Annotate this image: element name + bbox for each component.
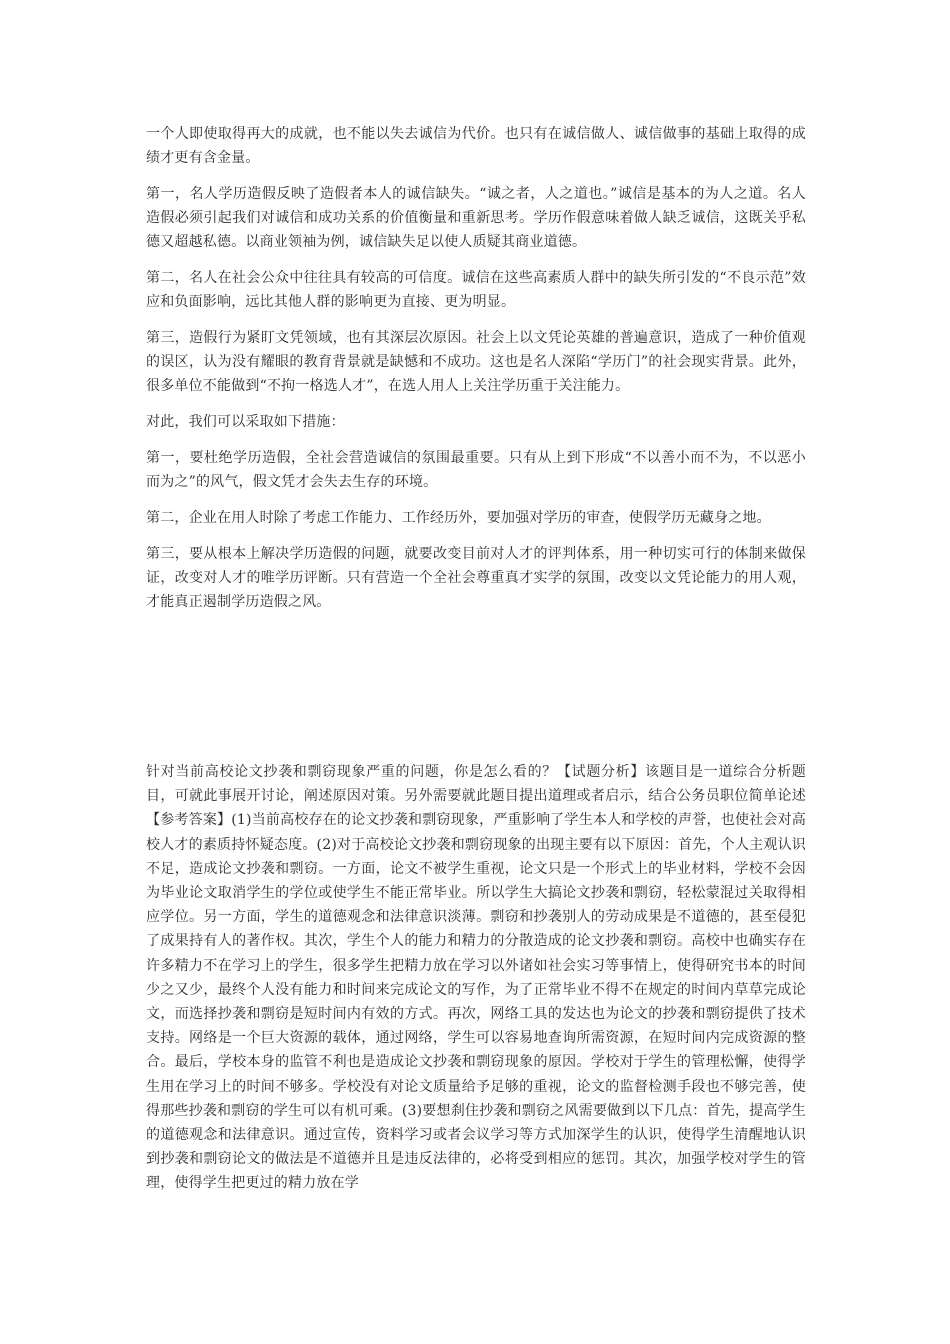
paragraph-intro: 一个人即使取得再大的成就，也不能以失去诚信为代价。也只有在诚信做人、诚信做事的基础上取得的成绩才更有含金量。	[146, 126, 806, 166]
paragraph-measures-intro: 对此，我们可以采取如下措施：	[146, 414, 345, 430]
paragraph-measure-2: 第二，企业在用人时除了考虑工作能力、工作经历外，要加强对学历的审查，使假学历无藏身之地。	[146, 510, 771, 526]
paragraph-measure-1: 第一，要杜绝学历造假，全社会营造诚信的氛围最重要。只有从上到下形成“不以善小而不为，不以恶小而为之”的风气，假文凭才会失去生存的环境。	[146, 450, 806, 490]
paragraph-point-2: 第二，名人在社会公众中往往具有较高的可信度。诚信在这些高素质人群中的缺失所引发的“不良示范”效应和负面影响，远比其他人群的影响更为直接、更为明显。	[146, 270, 806, 310]
essay-section-bottom	[146, 760, 806, 1196]
paragraph-measure-3: 第三，要从根本上解决学历造假的问题，就要改变目前对人才的评判体系，用一种切实可行的体制来做保证，改变对人才的唯学历评断。只有营造一个全社会尊重真才实学的氛围，改变以文凭论能力的用人观，才能真正遏制学历造假之风。	[146, 546, 806, 610]
essay-section-top	[146, 122, 806, 626]
paragraph-point-3: 第三，造假行为紧盯文凭领域，也有其深层次原因。社会上以文凭论英雄的普遍意识，造成了一种价值观的误区，认为没有耀眼的教育背景就是缺憾和不成功。这也是名人深陷“学历门”的社会现实背景。此外，很多单位不能做到“不拘一格选人才”，在选人用人上关注学历重于关注能力。	[146, 330, 806, 394]
paragraph-question-analysis: 针对当前高校论文抄袭和剽窃现象严重的问题，你是怎么看的？【试题分析】该题目是一道综合分析题目，可就此事展开讨论，阐述原因对策。另外需要就此题目提出道理或者启示，结合公务员职位简单论述【参考答案】(1)当前高校存在的论文抄袭和剽窃现象，严重影响了学生本人和学校的声誉，也使社会对高校人才的素质持怀疑态度。(2)对于高校论文抄袭和剽窃现象的出现主要有以下原因：首先，个人主观认识不足，造成论文抄袭和剽窃。一方面，论文不被学生重视，论文只是一个形式上的毕业材料，学校不会因为毕业论文取消学生的学位或使学生不能正常毕业。所以学生大搞论文抄袭和剽窃，轻松蒙混过关取得相应学位。另一方面，学生的道德观念和法律意识淡薄。剽窃和抄袭别人的劳动成果是不道德的，甚至侵犯了成果持有人的著作权。其次，学生个人的能力和精力的分散造成的论文抄袭和剽窃。高校中也确实存在许多精力不在学习上的学生，很多学生把精力放在学习以外诸如社会实习等事情上，使得研究书本的时间少之又少，最终个人没有能力和时间来完成论文的写作，为了正常毕业不得不在规定的时间内草草完成论文，而选择抄袭和剽窃是短时间内有效的方式。再次，网络工具的发达也为论文的抄袭和剽窃提供了技术支持。网络是一个巨大资源的载体，通过网络，学生可以容易地查询所需资源，在短时间内完成资源的整合。最后，学校本身的监管不利也是造成论文抄袭和剽窃现象的原因。学校对于学生的管理松懈，使得学生用在学习上的时间不够多。学校没有对论文质量给予足够的重视，论文的监督检测手段也不够完善，使得那些抄袭和剽窃的学生可以有机可乘。(3)要想刹住抄袭和剽窃之风需要做到以下几点：首先，提高学生的道德观念和法律意识。通过宣传，资料学习或者会议学习等方式加深学生的认识，使得学生清醒地认识到抄袭和剽窃论文的做法是不道德并且是违反法律的，必将受到相应的惩罚。其次，加强学校对学生的管理，使得学生把更过的精力放在学	[146, 764, 806, 1192]
paragraph-point-1: 第一，名人学历造假反映了造假者本人的诚信缺失。“诚之者，人之道也。”诚信是基本的为人之道。名人造假必须引起我们对诚信和成功关系的价值衡量和重新思考。学历作假意味着做人缺乏诚信，这既关乎私德又超越私德。以商业领袖为例，诚信缺失足以使人质疑其商业道德。	[146, 186, 806, 250]
